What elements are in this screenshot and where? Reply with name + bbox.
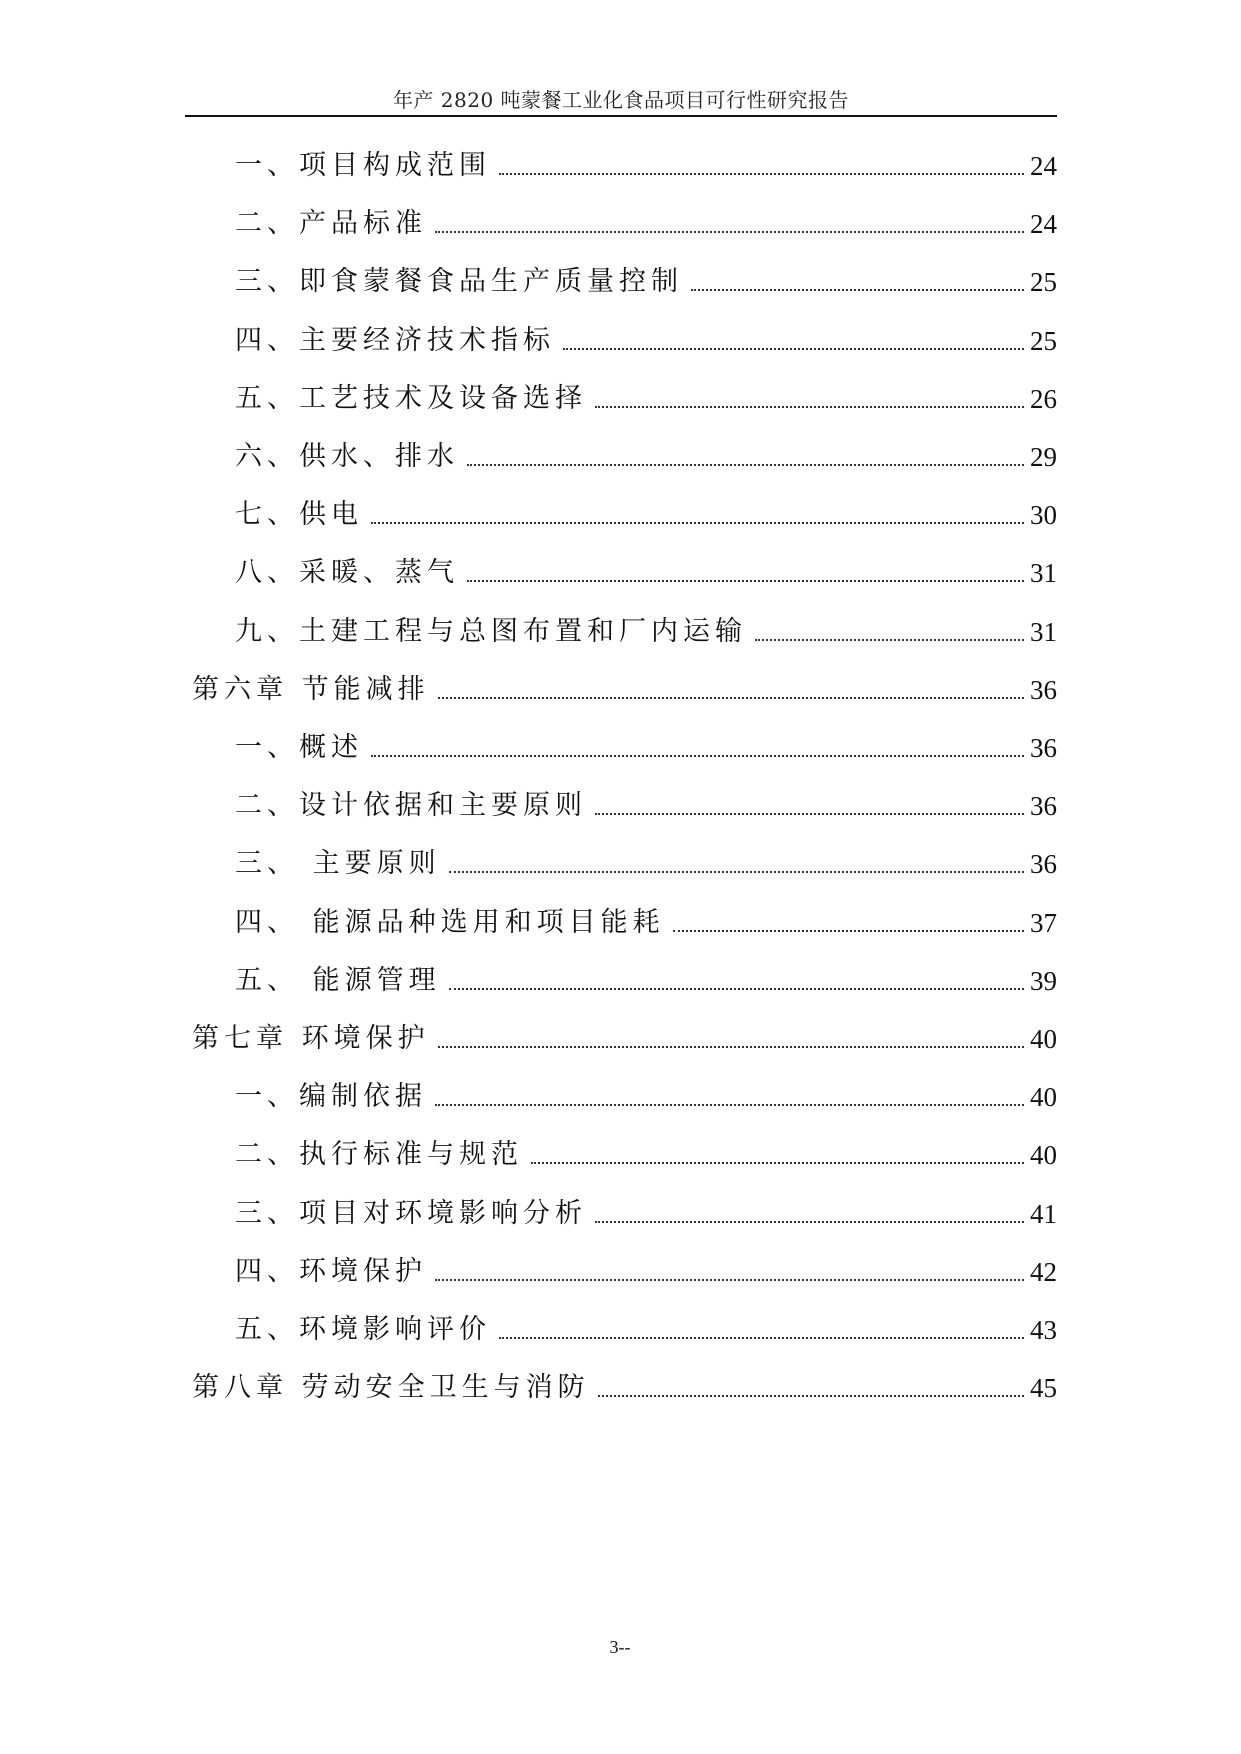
toc-entry-title: 二、设计依据和主要原则 <box>235 790 587 821</box>
toc-dot-leader <box>595 1221 1024 1223</box>
toc-entry-page-number: 36 <box>1030 675 1057 705</box>
toc-section-entry[interactable] <box>235 204 1057 244</box>
toc-entry-page-number: 25 <box>1030 326 1057 356</box>
toc-section-entry[interactable] <box>235 553 1057 593</box>
toc-entry-page-number: 31 <box>1030 617 1057 647</box>
toc-section-entry[interactable] <box>235 1252 1057 1292</box>
toc-entry-title: 四、 能源品种选用和项目能耗 <box>235 907 665 938</box>
toc-section-entry[interactable] <box>235 146 1057 186</box>
toc-dot-leader <box>563 348 1024 350</box>
toc-entry-title: 第八章 劳动安全卫生与消防 <box>192 1372 590 1403</box>
toc-section-entry[interactable] <box>235 379 1057 419</box>
toc-dot-leader <box>598 1395 1024 1397</box>
toc-dot-leader <box>371 522 1024 524</box>
toc-chapter-entry[interactable] <box>192 1368 1057 1408</box>
toc-dot-leader <box>449 871 1024 873</box>
toc-entry-title: 五、环境影响评价 <box>235 1314 491 1345</box>
toc-section-entry[interactable] <box>235 495 1057 535</box>
header-rule <box>185 115 1057 117</box>
toc-section-entry[interactable] <box>235 903 1057 943</box>
toc-entry-title: 五、 能源管理 <box>235 965 441 996</box>
toc-section-entry[interactable] <box>235 612 1057 652</box>
toc-dot-leader <box>673 930 1024 932</box>
toc-entry-title: 三、项目对环境影响分析 <box>235 1198 587 1229</box>
toc-entry-title: 六、供水、排水 <box>235 441 459 472</box>
toc-entry-page-number: 30 <box>1030 500 1057 530</box>
toc-entry-title: 四、主要经济技术指标 <box>235 325 555 356</box>
toc-dot-leader <box>531 1162 1024 1164</box>
toc-section-entry[interactable] <box>235 1194 1057 1234</box>
toc-entry-title: 第六章 节能减排 <box>192 674 430 705</box>
toc-entry-page-number: 42 <box>1030 1257 1057 1287</box>
toc-entry-page-number: 26 <box>1030 384 1057 414</box>
toc-entry-title: 九、土建工程与总图布置和厂内运输 <box>235 616 747 647</box>
page-number: 3-- <box>609 1637 631 1657</box>
toc-entry-page-number: 31 <box>1030 558 1057 588</box>
toc-chapter-entry[interactable] <box>192 1019 1057 1059</box>
toc-dot-leader <box>435 1104 1024 1106</box>
toc-entry-title: 二、产品标准 <box>235 208 427 239</box>
toc-section-entry[interactable] <box>235 262 1057 302</box>
toc-dot-leader <box>691 289 1024 291</box>
page-header-title: 年产 2820 吨蒙餐工业化食品项目可行性研究报告 <box>392 88 850 112</box>
toc-chapter-entry[interactable] <box>192 670 1057 710</box>
toc-entry-page-number: 40 <box>1030 1024 1057 1054</box>
toc-entry-title: 一、项目构成范围 <box>235 150 491 181</box>
toc-entry-page-number: 43 <box>1030 1315 1057 1345</box>
toc-section-entry[interactable] <box>235 321 1057 361</box>
toc-entry-title: 第七章 环境保护 <box>192 1023 430 1054</box>
toc-section-entry[interactable] <box>235 728 1057 768</box>
toc-entry-page-number: 45 <box>1030 1373 1057 1403</box>
toc-dot-leader <box>595 406 1024 408</box>
toc-entry-page-number: 24 <box>1030 209 1057 239</box>
toc-entry-title: 一、编制依据 <box>235 1081 427 1112</box>
toc-entry-title: 三、即食蒙餐食品生产质量控制 <box>235 266 683 297</box>
toc-dot-leader <box>499 1337 1024 1339</box>
toc-section-entry[interactable] <box>235 844 1057 884</box>
toc-entry-page-number: 37 <box>1030 908 1057 938</box>
toc-entry-page-number: 36 <box>1030 849 1057 879</box>
toc-entry-page-number: 39 <box>1030 966 1057 996</box>
toc-dot-leader <box>499 173 1024 175</box>
toc-entry-page-number: 36 <box>1030 733 1057 763</box>
toc-entry-title: 四、环境保护 <box>235 1256 427 1287</box>
toc-entry-title: 八、采暖、蒸气 <box>235 557 459 588</box>
toc-entry-page-number: 29 <box>1030 442 1057 472</box>
toc-dot-leader <box>438 697 1024 699</box>
toc-section-entry[interactable] <box>235 437 1057 477</box>
toc-entry-title: 三、 主要原则 <box>235 848 441 879</box>
toc-section-entry[interactable] <box>235 786 1057 826</box>
toc-section-entry[interactable] <box>235 1077 1057 1117</box>
toc-dot-leader <box>449 988 1024 990</box>
toc-dot-leader <box>435 231 1024 233</box>
toc-dot-leader <box>467 464 1024 466</box>
toc-entry-page-number: 36 <box>1030 791 1057 821</box>
toc-dot-leader <box>467 580 1024 582</box>
toc-dot-leader <box>595 813 1024 815</box>
toc-entry-page-number: 41 <box>1030 1199 1057 1229</box>
toc-entry-title: 二、执行标准与规范 <box>235 1139 523 1170</box>
toc-section-entry[interactable] <box>235 1135 1057 1175</box>
toc-entry-title: 一、概述 <box>235 732 363 763</box>
toc-dot-leader <box>438 1046 1024 1048</box>
toc-dot-leader <box>755 639 1024 641</box>
toc-entry-page-number: 24 <box>1030 151 1057 181</box>
toc-dot-leader <box>435 1279 1024 1281</box>
toc-section-entry[interactable] <box>235 1310 1057 1350</box>
toc-entry-page-number: 25 <box>1030 267 1057 297</box>
toc-entry-title: 五、工艺技术及设备选择 <box>235 383 587 414</box>
toc-entry-page-number: 40 <box>1030 1082 1057 1112</box>
toc-dot-leader <box>371 755 1024 757</box>
toc-entry-page-number: 40 <box>1030 1140 1057 1170</box>
toc-entry-title: 七、供电 <box>235 499 363 530</box>
toc-section-entry[interactable] <box>235 961 1057 1001</box>
